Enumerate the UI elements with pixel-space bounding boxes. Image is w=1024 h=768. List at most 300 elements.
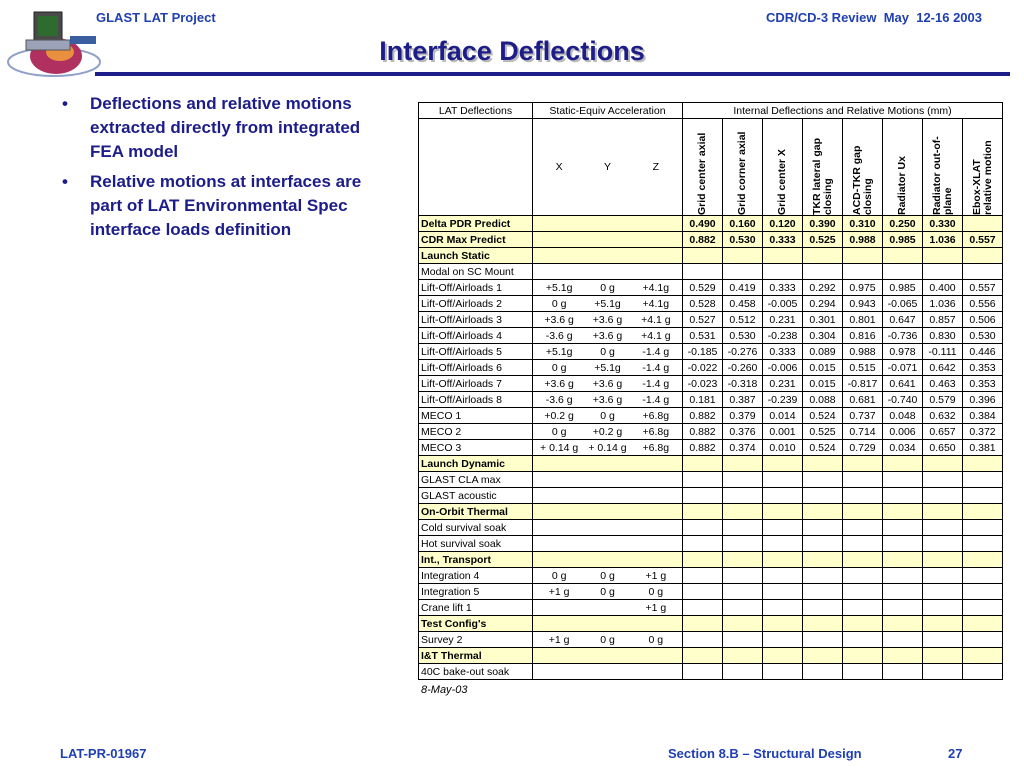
value-cell — [763, 664, 803, 680]
value-cell: -0.006 — [763, 360, 803, 376]
table-row — [419, 632, 1003, 648]
value-cell: 0.714 — [843, 424, 883, 440]
value-cell: 0.524 — [803, 408, 843, 424]
row-label: Survey 2 — [419, 632, 533, 648]
value-cell — [963, 264, 1003, 280]
header-y: Y — [603, 161, 611, 173]
value-cell — [763, 552, 803, 568]
value-cell: 0.943 — [843, 296, 883, 312]
value-cell: -0.185 — [683, 344, 723, 360]
row-label: Delta PDR Predict — [419, 216, 533, 232]
value-cell — [683, 520, 723, 536]
accel-z: +1 g — [645, 569, 667, 582]
bullet-item — [62, 92, 382, 164]
value-cell — [763, 536, 803, 552]
value-cell: 0.381 — [963, 440, 1003, 456]
accel-y: +3.6 g — [592, 377, 623, 390]
value-cell — [803, 552, 843, 568]
value-cell: 0.292 — [803, 280, 843, 296]
table-date: 8-May-03 — [421, 684, 468, 696]
row-label: CDR Max Predict — [419, 232, 533, 248]
value-cell — [923, 568, 963, 584]
column-header-label: Ebox-XLAT relative motion — [970, 140, 994, 215]
value-cell — [763, 488, 803, 504]
value-cell — [843, 552, 883, 568]
value-cell — [963, 616, 1003, 632]
column-header-label: TKR lateral gap closing — [810, 137, 834, 215]
value-cell — [883, 488, 923, 504]
value-cell — [963, 568, 1003, 584]
table-row — [419, 664, 1003, 680]
accel-cell — [533, 568, 683, 584]
value-cell — [683, 456, 723, 472]
value-cell — [923, 632, 963, 648]
value-cell — [803, 520, 843, 536]
value-cell: 0.088 — [803, 392, 843, 408]
value-cell — [723, 600, 763, 616]
row-label: MECO 1 — [419, 408, 533, 424]
value-cell — [923, 264, 963, 280]
accel-cell — [533, 520, 683, 536]
value-cell — [963, 488, 1003, 504]
value-cell — [843, 504, 883, 520]
column-header — [723, 119, 763, 216]
value-cell: 0.231 — [763, 376, 803, 392]
accel-z: +4.1g — [642, 297, 670, 310]
value-cell — [683, 632, 723, 648]
accel-y: +3.6 g — [592, 313, 623, 326]
accel-x: -3.6 g — [545, 393, 573, 406]
header-xyz — [533, 119, 683, 216]
value-cell — [803, 664, 843, 680]
value-cell — [763, 648, 803, 664]
value-cell: 0.015 — [803, 360, 843, 376]
value-cell — [803, 568, 843, 584]
value-cell: 0.330 — [923, 216, 963, 232]
accel-cell — [533, 504, 683, 520]
value-cell: 0.463 — [923, 376, 963, 392]
value-cell — [683, 616, 723, 632]
value-cell — [963, 632, 1003, 648]
column-header — [923, 119, 963, 216]
value-cell: -0.260 — [723, 360, 763, 376]
value-cell: 0.632 — [923, 408, 963, 424]
value-cell — [723, 648, 763, 664]
accel-cell — [533, 408, 683, 424]
accel-cell — [533, 664, 683, 680]
value-cell — [683, 264, 723, 280]
value-cell — [723, 520, 763, 536]
row-label: Launch Static — [419, 248, 533, 264]
accel-y: 0 g — [600, 345, 615, 358]
value-cell — [883, 632, 923, 648]
value-cell — [883, 664, 923, 680]
value-cell — [803, 616, 843, 632]
value-cell: 0.353 — [963, 376, 1003, 392]
value-cell: 1.036 — [923, 296, 963, 312]
value-cell: -0.111 — [923, 344, 963, 360]
table-section-row — [419, 648, 1003, 664]
accel-z: -1.4 g — [642, 393, 670, 406]
page-title: Interface Deflections — [379, 36, 645, 66]
value-cell — [683, 552, 723, 568]
accel-z: +4.1 g — [641, 313, 671, 326]
value-cell — [843, 488, 883, 504]
table-row — [419, 536, 1003, 552]
accel-y: +0.2 g — [592, 425, 623, 438]
value-cell: 0.882 — [683, 440, 723, 456]
row-label: GLAST CLA max — [419, 472, 533, 488]
value-cell: 0.333 — [763, 232, 803, 248]
value-cell — [883, 600, 923, 616]
value-cell — [763, 584, 803, 600]
project-name: GLAST LAT Project — [96, 10, 216, 25]
row-label: Integration 5 — [419, 584, 533, 600]
accel-x: +1 g — [548, 585, 570, 598]
value-cell: 0.446 — [963, 344, 1003, 360]
value-cell: 0.310 — [843, 216, 883, 232]
value-cell — [923, 456, 963, 472]
accel-cell — [533, 648, 683, 664]
column-header-label: Radiator Ux — [896, 156, 908, 215]
value-cell — [923, 648, 963, 664]
column-header-label: Grid center axial — [696, 132, 708, 215]
accel-y: +3.6 g — [592, 329, 623, 342]
row-label: On-Orbit Thermal — [419, 504, 533, 520]
accel-cell — [533, 328, 683, 344]
bullet-glyph: • — [62, 172, 68, 191]
value-cell — [923, 488, 963, 504]
value-cell: 0.527 — [683, 312, 723, 328]
row-label: Crane lift 1 — [419, 600, 533, 616]
value-cell: 0.525 — [803, 424, 843, 440]
accel-x: +3.6 g — [544, 313, 574, 326]
value-cell: 0.014 — [763, 408, 803, 424]
accel-cell — [533, 232, 683, 248]
table-row — [419, 488, 1003, 504]
accel-z: -1.4 g — [642, 345, 670, 358]
column-header — [883, 119, 923, 216]
value-cell: 0.374 — [723, 440, 763, 456]
header-z: Z — [652, 161, 660, 173]
accel-z: +6.8g — [642, 441, 670, 454]
value-cell — [963, 456, 1003, 472]
accel-x: 0 g — [551, 361, 567, 374]
value-cell — [923, 552, 963, 568]
value-cell — [723, 504, 763, 520]
value-cell: 0.882 — [683, 408, 723, 424]
value-cell: 0.528 — [683, 296, 723, 312]
value-cell: 0.001 — [763, 424, 803, 440]
value-cell: 0.458 — [723, 296, 763, 312]
value-cell: 0.512 — [723, 312, 763, 328]
table-row — [419, 424, 1003, 440]
column-header-label: ACD-TKR gap closing — [850, 145, 874, 215]
value-cell: 0.988 — [843, 232, 883, 248]
value-cell: 0.120 — [763, 216, 803, 232]
value-cell — [763, 520, 803, 536]
value-cell — [763, 616, 803, 632]
value-cell — [883, 520, 923, 536]
bullet-text: Relative motions at interfaces are part of LAT Environmental Spec interface loads definition — [90, 172, 362, 239]
value-cell — [843, 536, 883, 552]
value-cell — [883, 616, 923, 632]
table-section-row — [419, 616, 1003, 632]
table-row — [419, 376, 1003, 392]
value-cell — [923, 600, 963, 616]
value-cell: 0.647 — [883, 312, 923, 328]
value-cell: 0.530 — [723, 328, 763, 344]
value-cell — [763, 568, 803, 584]
table-row — [419, 280, 1003, 296]
accel-x: +5.1g — [545, 281, 573, 294]
value-cell: 0.376 — [723, 424, 763, 440]
accel-cell — [533, 488, 683, 504]
row-label: Lift-Off/Airloads 4 — [419, 328, 533, 344]
accel-cell — [533, 264, 683, 280]
row-label: Lift-Off/Airloads 6 — [419, 360, 533, 376]
value-cell — [683, 648, 723, 664]
table-row — [419, 344, 1003, 360]
table-row — [419, 392, 1003, 408]
row-label: Test Config's — [419, 616, 533, 632]
table-row — [419, 232, 1003, 248]
column-header — [683, 119, 723, 216]
header-static-accel: Static-Equiv Acceleration — [533, 103, 683, 119]
bullet-text: Deflections and relative motions extracted directly from integrated FEA model — [90, 94, 361, 161]
value-cell: 0.529 — [683, 280, 723, 296]
accel-cell — [533, 616, 683, 632]
value-cell: 0.642 — [923, 360, 963, 376]
page-number: 27 — [948, 746, 963, 761]
value-cell: 0.530 — [723, 232, 763, 248]
value-cell: 0.294 — [803, 296, 843, 312]
value-cell — [683, 248, 723, 264]
accel-y: +5.1g — [594, 361, 621, 374]
value-cell — [923, 248, 963, 264]
value-cell: -0.238 — [763, 328, 803, 344]
value-cell — [923, 536, 963, 552]
value-cell: 0.419 — [723, 280, 763, 296]
value-cell — [683, 664, 723, 680]
value-cell — [723, 632, 763, 648]
value-cell — [723, 248, 763, 264]
row-label: MECO 3 — [419, 440, 533, 456]
value-cell: -0.736 — [883, 328, 923, 344]
value-cell: 0.729 — [843, 440, 883, 456]
table-row — [419, 472, 1003, 488]
value-cell: 0.556 — [963, 296, 1003, 312]
value-cell: 0.524 — [803, 440, 843, 456]
value-cell — [683, 536, 723, 552]
value-cell: 0.387 — [723, 392, 763, 408]
value-cell: 0.882 — [683, 424, 723, 440]
value-cell — [803, 504, 843, 520]
value-cell: 0.557 — [963, 280, 1003, 296]
row-label: Int., Transport — [419, 552, 533, 568]
accel-y: 0 g — [600, 633, 615, 646]
value-cell: 0.353 — [963, 360, 1003, 376]
value-cell — [763, 264, 803, 280]
value-cell: 0.657 — [923, 424, 963, 440]
value-cell — [963, 248, 1003, 264]
value-cell — [883, 248, 923, 264]
value-cell: -0.239 — [763, 392, 803, 408]
value-cell: 0.882 — [683, 232, 723, 248]
value-cell: 0.816 — [843, 328, 883, 344]
column-header — [963, 119, 1003, 216]
value-cell — [963, 520, 1003, 536]
value-cell — [803, 648, 843, 664]
value-cell — [883, 568, 923, 584]
accel-cell — [533, 424, 683, 440]
value-cell — [683, 568, 723, 584]
table-row — [419, 520, 1003, 536]
value-cell — [723, 616, 763, 632]
table-row — [419, 360, 1003, 376]
accel-z: +6.8g — [642, 425, 670, 438]
value-cell: 0.988 — [843, 344, 883, 360]
row-label: 40C bake-out soak — [419, 664, 533, 680]
value-cell — [723, 664, 763, 680]
value-cell: 0.384 — [963, 408, 1003, 424]
value-cell: -0.817 — [843, 376, 883, 392]
row-label: Lift-Off/Airloads 3 — [419, 312, 533, 328]
value-cell — [683, 472, 723, 488]
row-label: Lift-Off/Airloads 2 — [419, 296, 533, 312]
value-cell — [923, 664, 963, 680]
table-row — [419, 264, 1003, 280]
review-name: CDR/CD-3 Review May 12-16 2003 — [765, 10, 982, 25]
accel-cell — [533, 360, 683, 376]
value-cell: 0.650 — [923, 440, 963, 456]
value-cell — [763, 472, 803, 488]
value-cell: 0.857 — [923, 312, 963, 328]
value-cell: 0.525 — [803, 232, 843, 248]
accel-x: + 0.14 g — [540, 441, 579, 454]
value-cell: 0.985 — [883, 280, 923, 296]
value-cell: 0.301 — [803, 312, 843, 328]
value-cell — [843, 648, 883, 664]
column-header-label: Radiator out-of-plane — [930, 136, 954, 215]
column-header — [843, 119, 883, 216]
accel-y — [583, 602, 631, 614]
accel-z: +1 g — [645, 601, 667, 614]
table-row — [419, 296, 1003, 312]
accel-cell — [533, 552, 683, 568]
value-cell — [723, 264, 763, 280]
row-label: Lift-Off/Airloads 8 — [419, 392, 533, 408]
value-cell — [803, 248, 843, 264]
value-cell — [963, 552, 1003, 568]
value-cell: 0.089 — [803, 344, 843, 360]
value-cell: 0.801 — [843, 312, 883, 328]
table-section-row — [419, 552, 1003, 568]
value-cell: 0.396 — [963, 392, 1003, 408]
value-cell — [923, 584, 963, 600]
value-cell — [883, 504, 923, 520]
value-cell — [803, 536, 843, 552]
value-cell — [963, 504, 1003, 520]
value-cell — [843, 264, 883, 280]
value-cell: 0.333 — [763, 344, 803, 360]
row-label: Cold survival soak — [419, 520, 533, 536]
value-cell — [923, 616, 963, 632]
value-cell — [883, 456, 923, 472]
value-cell: -0.071 — [883, 360, 923, 376]
accel-y: 0 g — [600, 281, 615, 294]
accel-x: +1 g — [548, 633, 570, 646]
header-x: X — [555, 161, 563, 173]
accel-z: +4.1 g — [641, 329, 671, 342]
value-cell — [843, 568, 883, 584]
value-cell: 0.985 — [883, 232, 923, 248]
table-row — [419, 328, 1003, 344]
accel-y: +3.6 g — [592, 393, 623, 406]
accel-cell — [533, 248, 683, 264]
value-cell: 0.641 — [883, 376, 923, 392]
accel-y: + 0.14 g — [588, 441, 627, 454]
value-cell: -0.023 — [683, 376, 723, 392]
value-cell — [963, 216, 1003, 232]
value-cell — [963, 472, 1003, 488]
value-cell: 0.400 — [923, 280, 963, 296]
value-cell: 0.372 — [963, 424, 1003, 440]
accel-x: 0 g — [551, 297, 567, 310]
value-cell — [803, 488, 843, 504]
header-blank — [419, 119, 533, 216]
accel-y: +5.1g — [594, 297, 621, 310]
value-cell: 0.015 — [803, 376, 843, 392]
table-row — [419, 584, 1003, 600]
accel-cell — [533, 456, 683, 472]
accel-x: 0 g — [551, 569, 567, 582]
value-cell — [683, 600, 723, 616]
value-cell: 0.579 — [923, 392, 963, 408]
value-cell: 0.010 — [763, 440, 803, 456]
column-header-label: Grid corner axial — [736, 131, 748, 215]
value-cell: -0.318 — [723, 376, 763, 392]
value-cell: 0.048 — [883, 408, 923, 424]
doc-id: LAT-PR-01967 — [60, 746, 147, 761]
accel-z: +6.8g — [642, 409, 670, 422]
value-cell — [683, 584, 723, 600]
row-label: Modal on SC Mount — [419, 264, 533, 280]
value-cell — [723, 568, 763, 584]
table-section-row — [419, 248, 1003, 264]
deflection-table — [418, 102, 1003, 680]
accel-cell — [533, 600, 683, 616]
value-cell — [963, 648, 1003, 664]
value-cell: 0.390 — [803, 216, 843, 232]
value-cell — [843, 472, 883, 488]
accel-cell — [533, 216, 683, 232]
value-cell — [963, 600, 1003, 616]
value-cell — [883, 552, 923, 568]
value-cell — [963, 584, 1003, 600]
row-label: MECO 2 — [419, 424, 533, 440]
accel-cell — [533, 392, 683, 408]
row-label: Lift-Off/Airloads 5 — [419, 344, 533, 360]
value-cell — [723, 584, 763, 600]
value-cell — [683, 504, 723, 520]
value-cell: 0.304 — [803, 328, 843, 344]
value-cell — [843, 600, 883, 616]
value-cell — [803, 632, 843, 648]
value-cell: 0.506 — [963, 312, 1003, 328]
value-cell — [843, 584, 883, 600]
value-cell: 0.830 — [923, 328, 963, 344]
